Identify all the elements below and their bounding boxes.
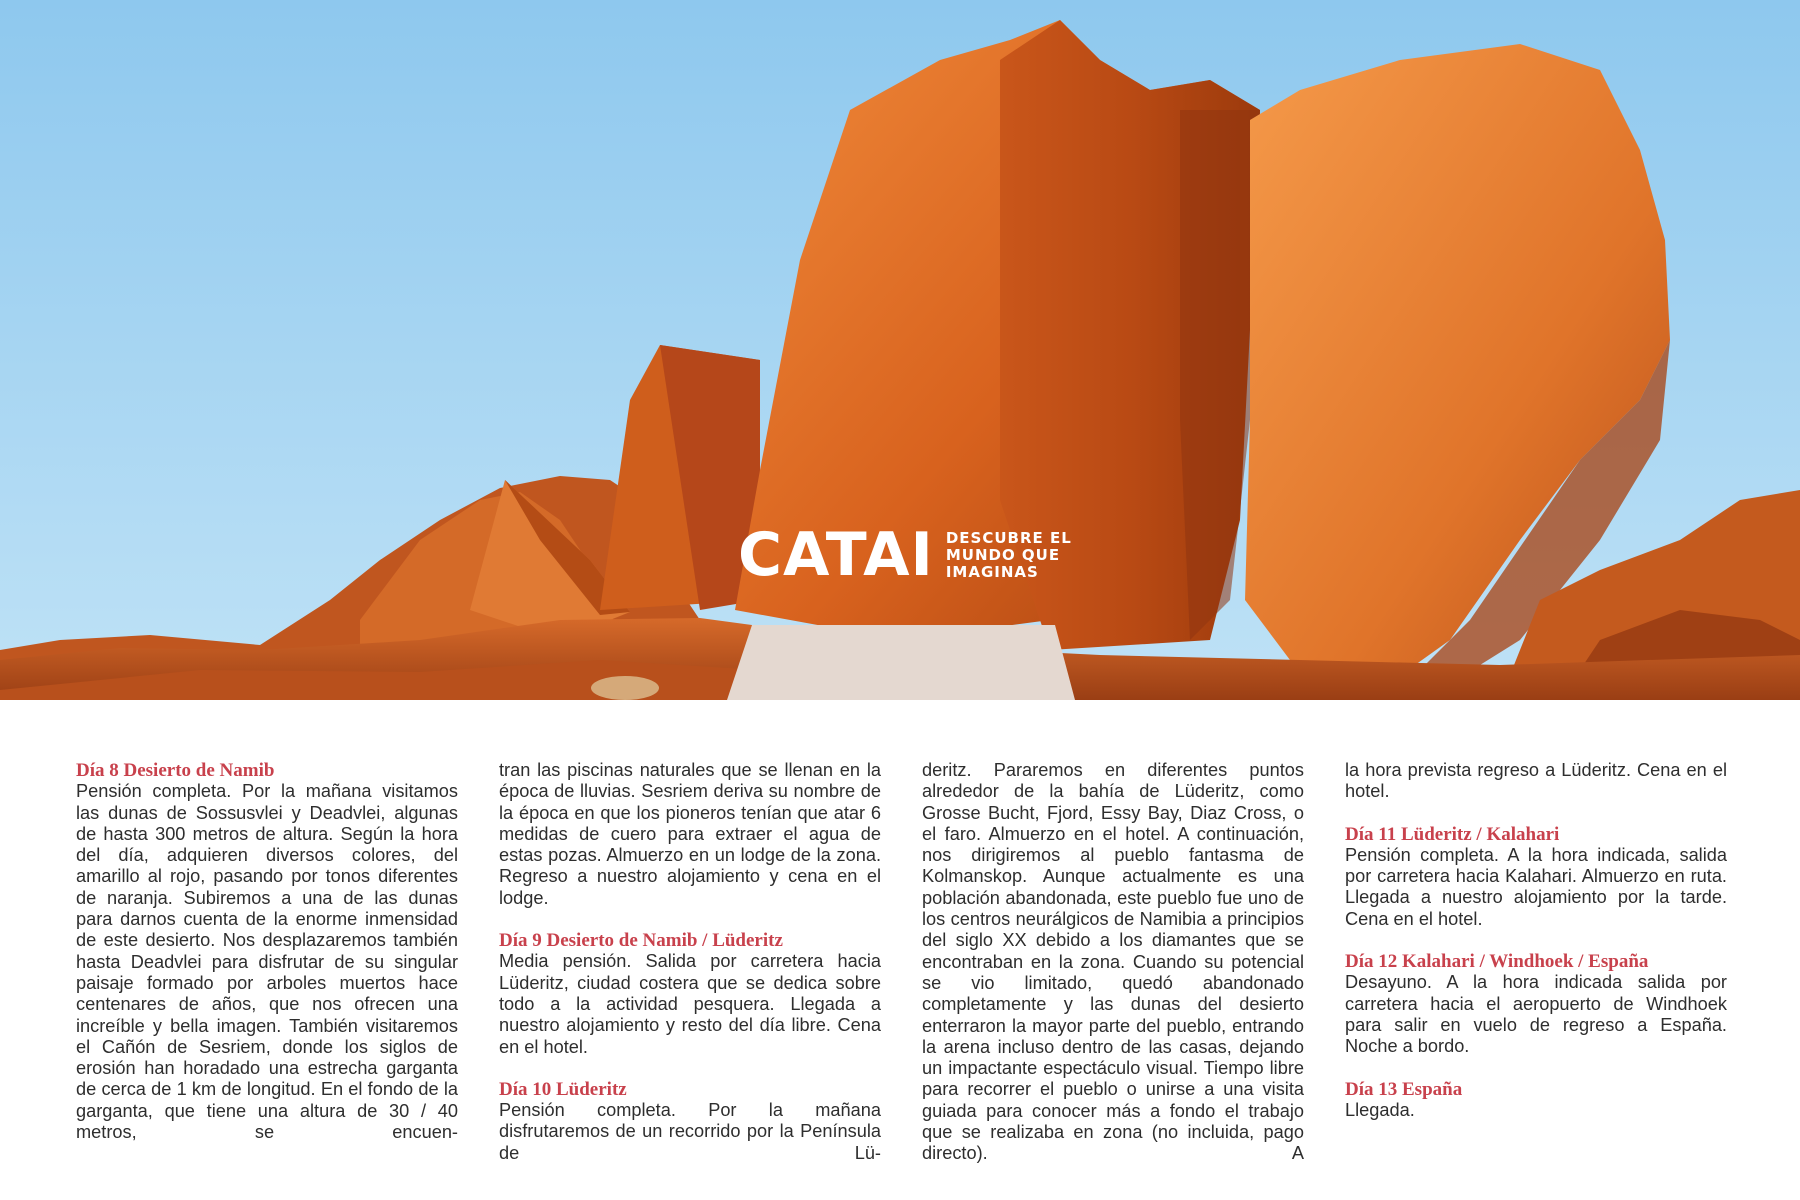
brand-name: CATAI xyxy=(738,520,934,590)
day-13-title: Día 13 España xyxy=(1345,1078,1463,1100)
day-12-text: Desayuno. A la hora indicada salida por carretera hacia el aeropuerto de Windhoek para salir en vuelo de regreso a España. Noche a bordo. xyxy=(1345,972,1727,1057)
column-4 xyxy=(1345,760,1727,1121)
itinerary-columns xyxy=(76,760,1727,1164)
tagline-line-3: IMAGINAS xyxy=(945,562,1039,581)
column-1 xyxy=(76,760,458,1143)
day-10-title: Día 10 Lüderitz xyxy=(499,1078,627,1100)
column-3 xyxy=(922,760,1304,1165)
day-8-text-part-1: Pensión completa. Por la mañana visitamos las dunas de Sossusvlei y Deadvlei, algunas de hasta 300 metros de altura. Según la hora del día, adquieren diversos colores, del amarillo al rojo, pasando por tonos diferentes de naranja. Subiremos a una de las dunas para darnos cuenta de la enorme inmensidad de este desierto. Nos desplazaremos también hasta Deadvlei para disfrutar de su singular paisaje formado por arboles muertos hace centenares de años, que nos ofrecen una increíble y bella imagen. También visitaremos el Cañón de Sesriem, donde los siglos de erosión han horadado una estrecha garganta de cerca de 1 km de longitud. En el fondo de la garganta, que tiene una altura de 30 / 40 metros, se encuen- xyxy=(76,781,458,1143)
day-10-text-part-1: Pensión completa. Por la mañana disfrutaremos de un recorrido por la Península de Lü- xyxy=(499,1100,881,1163)
day-12-title: Día 12 Kalahari / Windhoek / España xyxy=(1345,951,1649,973)
catai-logo xyxy=(738,520,1072,590)
day-9-text: Media pensión. Salida por carretera hacia Lüderitz, ciudad costera que se dedica sobre todo a la actividad pesquera. Llegada a nuestro alojamiento y resto del día libre. Cena en el hotel. xyxy=(499,951,881,1057)
tagline-line-1: DESCUBRE EL xyxy=(945,528,1072,547)
day-8-title: Día 8 Desierto de Namib xyxy=(76,760,275,781)
column-2 xyxy=(499,760,881,1164)
day-8-text-part-2: tran las piscinas naturales que se llenan en la época de lluvias. Sesriem deriva su nombre de la época en que los pioneros tenían que atar 6 medidas de cuero para extraer el agua de estas pozas. Almuerzo en un lodge de la zona. Regreso a nuestro alojamiento y cena en el lodge. xyxy=(499,760,881,908)
day-11-text: Pensión completa. A la hora indicada, salida por carretera hacia Kalahari. Almuerzo en ruta. Llegada a nuestro alojamiento por la tarde. Cena en el hotel. xyxy=(1345,844,1727,929)
brand-tagline xyxy=(946,530,1072,581)
day-10-text-part-3: la hora prevista regreso a Lüderitz. Cena en el hotel. xyxy=(1345,760,1727,802)
day-11-title: Día 11 Lüderitz / Kalahari xyxy=(1345,823,1560,845)
day-10-text-part-2: deritz. Pararemos en diferentes puntos alrededor de la bahía de Lüderitz, como Grosse Bucht, Fjord, Essy Bay, Diaz Cross, o el faro. Almuerzo en el hotel. A continuación, nos dirigiremos al pueblo fantasma de Kolmanskop. Aunque actualmente es una población abandonada, este pueblo fue uno de los centros neurálgicos de Namibia a principios del siglo XX debido a los diamantes que se encontraban en la zona. Cuando su potencial se vio limitado, quedó abandonado completamente y las dunas del desierto enterraron la mayor parte del pueblo, entrando la arena incluso dentro de las casas, dejando un impactante espectáculo visual. Tiempo libre para recorrer el pueblo o unirse a una visita guiada para conocer más a fondo el trabajo que se realizaba en zona (no incluida, pago directo). A xyxy=(922,760,1304,1164)
day-9-title: Día 9 Desierto de Namib / Lüderitz xyxy=(499,930,783,952)
day-13-text: Llegada. xyxy=(1345,1099,1415,1120)
tagline-line-2: MUNDO QUE xyxy=(945,545,1061,564)
